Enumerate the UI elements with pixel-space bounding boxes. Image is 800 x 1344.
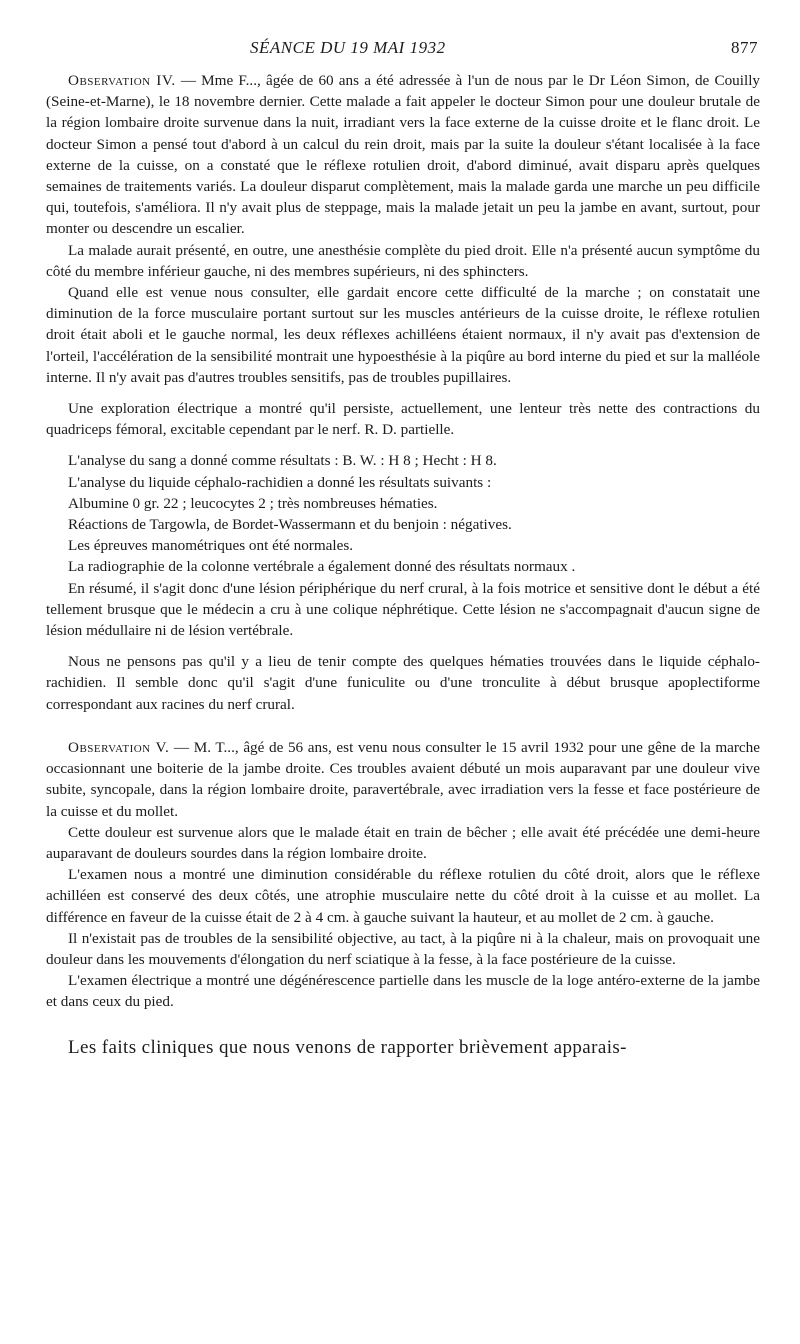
running-header xyxy=(46,36,760,70)
paragraph: Observation IV. — Mme F..., âgée de 60 ans a été adressée à l'un de nous par le Dr Léon Simon, de Couilly (Seine-et-Marne), le 18 novembre dernier. Cette malade a fait appeler le docteur Simon pour une douleur brutale de la région lombaire droite survenue dans la nuit, irradiant vers la face externe de la cuisse droite et le flanc droit. Le docteur Simon a pensé tout d'abord à un calcul du rein droit, mais par la suite la douleur s'étant localisée à la face externe de la cuisse, on a constaté que le réflexe rotulien droit, d'abord diminué, avait disparu après quelques semaines de traitements variés. La douleur disparut complètement, mais la malade garda une marche un peu difficile qui, toutefois, s'améliora. Il n'y avait plus de steppage, mais la malade jetait un peu la jambe en avant, surtout, pour monter ou descendre un escalier. xyxy=(46,72,761,238)
paragraph: Observation V. — M. T..., âgé de 56 ans, est venu nous consulter le 15 avril 1932 pour une gêne de la marche occasionnant une boiterie de la jambe droite. Ces troubles avaient débuté un mois auparavant par une douleur vive subite, syncopale, dans la région lombaire droite, paravertébrale, avec irradiation vers la fesse et face postérieure de la cuisse et du mollet. xyxy=(46,738,761,820)
paragraph: Cette douleur est survenue alors que le malade était en train de bêcher ; elle avait été précédée une demi-heure auparavant de douleurs sourdes dans la région lombaire droite. xyxy=(46,823,760,862)
page-number: 877 xyxy=(731,38,758,57)
spacer xyxy=(46,388,760,398)
observation-v xyxy=(46,737,760,1013)
paragraph: Il n'existait pas de troubles de la sensibilité objective, au tact, à la piqûre ni à la chaleur, mais on provoquait une douleur dans les mouvements d'élongation du nerf sciatique à la fesse, à la face postérieure de la cuisse. xyxy=(46,929,760,968)
result-line: L'analyse du sang a donné comme résultats : B. W. : H 8 ; Hecht : H 8. xyxy=(68,452,497,470)
paragraph: La malade aurait présenté, en outre, une anesthésie complète du pied droit. Elle n'a présenté aucun symptôme du côté du membre inférieur gauche, ni des membres supérieurs, ni des sphincters. xyxy=(46,241,760,280)
observation-label: Observation IV. xyxy=(68,72,176,89)
spacer xyxy=(46,440,760,450)
paragraph: L'examen électrique a montré une dégénérescence partielle dans les muscle de la loge antéro-externe de la jambe et dans ceux du pied. xyxy=(46,972,760,1011)
result-line: Réactions de Targowla, de Bordet-Wassermann et du benjoin : négatives. xyxy=(68,516,512,534)
result-line: La radiographie de la colonne vertébrale a également donné des résultats normaux . xyxy=(68,558,576,576)
observation-iv xyxy=(46,70,760,715)
header-title: SÉANCE DU 19 MAI 1932 xyxy=(250,38,446,57)
result-line: L'analyse du liquide céphalo-rachidien a donné les résultats suivants : xyxy=(68,473,492,491)
paragraph: Nous ne pensons pas qu'il y a lieu de tenir compte des quelques hématies trouvées dans le liquide céphalo-rachidien. Il semble donc qu'il s'agit d'une funiculite ou d'une tronculite à début brusque apoplectiforme correspondant aux racines du nerf crural. xyxy=(46,653,760,713)
paragraph: L'examen nous a montré une diminution considérable du réflexe rotulien du côté droit, alors que le réflexe achilléen est conservé des deux côtés, une atrophie musculaire nette du côté droit à la cuisse et au mollet. La différence en faveur de la cuisse était de 2 à 4 cm. à gauche suivant la hauteur, et au mollet de 2 cm. à gauche. xyxy=(46,866,760,926)
spacer xyxy=(46,1013,760,1035)
observation-label: Observation V. xyxy=(68,738,170,756)
paragraph: Quand elle est venue nous consulter, elle gardait encore cette difficulté de la marche ; on constatait une diminution de la force musculaire portant surtout sur les muscles antérieurs de la cuisse droite, le réflexe rotulien droit était aboli et le gauche normal, les deux réflexes achilléens étaient normaux, il n'y avait pas d'extension de l'orteil, l'accélération de la sensibilité montrait une hypoesthésie à la piqûre au bord interne du pied et sur la malléole interne. Il n'y avait pas d'autres troubles sensitifs, pas de troubles pupillaires. xyxy=(46,284,760,386)
result-line: Les épreuves manométriques ont été normales. xyxy=(68,537,354,555)
spacer xyxy=(46,641,760,651)
closing-line: Les faits cliniques que nous venons de rapporter brièvement apparais- xyxy=(68,1036,627,1058)
paragraph: En résumé, il s'agit donc d'une lésion périphérique du nerf crural, à la fois motrice et sensitive dont le début a été tellement brusque que le médecin a cru à une colique néphrétique. Cette lésion ne s'accompagnait d'aucun signe de lésion médullaire ni de lésion vertébrale. xyxy=(46,579,760,640)
paragraph: Une exploration électrique a montré qu'il persiste, actuellement, une lenteur très nette des contractions du quadriceps fémoral, excitable cependant par le nerf. R. D. partielle. xyxy=(46,400,760,439)
spacer xyxy=(46,715,760,737)
result-line: Albumine 0 gr. 22 ; leucocytes 2 ; très nombreuses hématies. xyxy=(68,494,438,512)
